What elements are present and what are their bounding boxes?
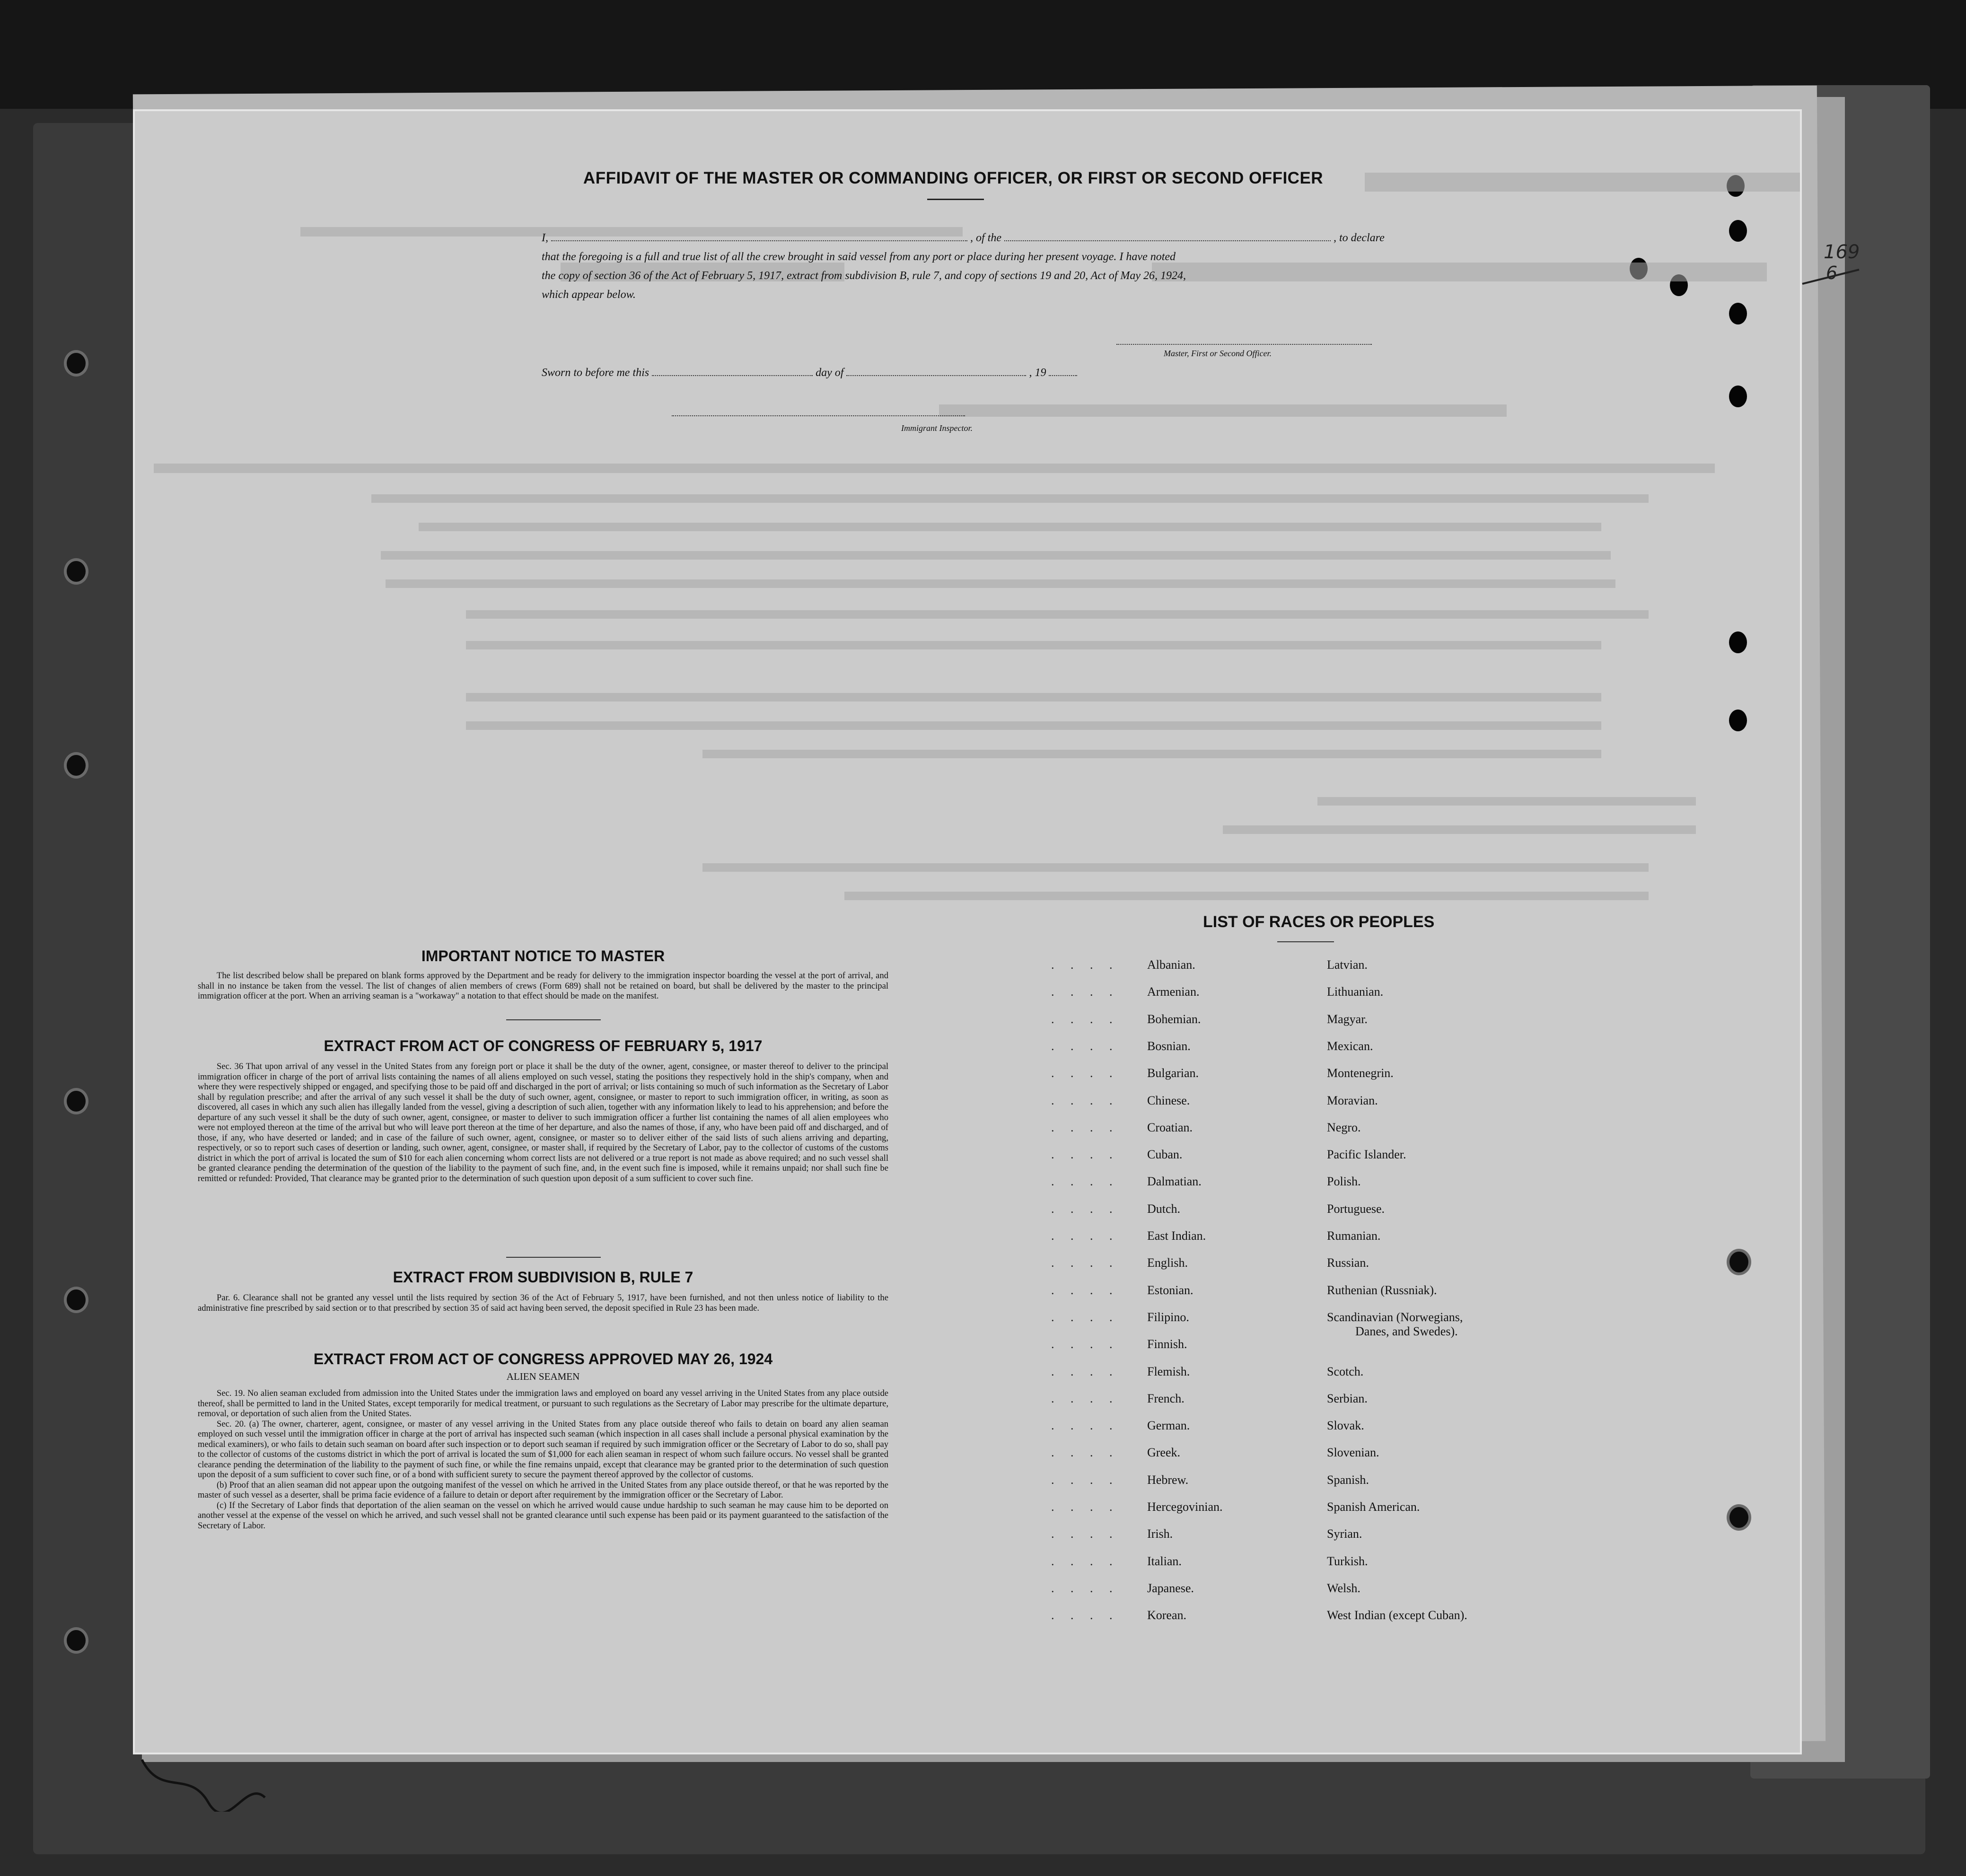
race-item: Turkish. — [1327, 1554, 1368, 1568]
race-item: Armenian. — [1147, 985, 1200, 999]
races-title: LIST OF RACES OR PEOPLES — [1203, 913, 1435, 931]
race-item: Rumanian. — [1327, 1229, 1381, 1243]
binder-hole — [64, 1287, 88, 1313]
inspector-caption: Immigrant Inspector. — [901, 423, 973, 433]
race-item: Finnish. — [1147, 1337, 1187, 1351]
extract-rule7-block — [198, 1293, 888, 1313]
affidavit-line-2: that the foregoing is a full and true list of all the crew brought in said vessel from any port or place during her present voyage. I have noted — [542, 251, 1176, 263]
race-item: Filipino. — [1147, 1310, 1189, 1324]
sec20c-text: (c) If the Secretary of Labor finds that deportation of the alien seaman on the vessel on which he arrived would cause undue hardship to such seaman he may cause him to be deported on another vessel at the expense of the vessel on which he arrived, and such vessel shall not be granted clearance until such expense has been paid or its payment guaranteed to the satisfaction of the Secretary of Labor. — [198, 1500, 888, 1531]
race-item: Spanish American. — [1327, 1500, 1420, 1514]
race-item: Magyar. — [1327, 1012, 1368, 1026]
day-of-label: day of — [816, 367, 844, 379]
sworn-label: Sworn to before me this — [542, 367, 649, 379]
race-item: Italian. — [1147, 1554, 1182, 1568]
race-item: German. — [1147, 1419, 1190, 1433]
leader-dots: . . . . — [1051, 1446, 1119, 1460]
binder-hole — [64, 350, 88, 377]
race-item: Russian. — [1327, 1256, 1369, 1270]
leader-dots: . . . . — [1051, 1175, 1119, 1189]
leader-dots: . . . . — [1051, 1391, 1119, 1405]
extract-1917-title: EXTRACT FROM ACT OF CONGRESS OF FEBRUARY 5, 1917 — [324, 1037, 763, 1054]
leader-dots: . . . . — [1051, 1364, 1119, 1378]
section-separator — [506, 1257, 601, 1258]
title-underline — [927, 199, 984, 200]
leader-dots: . . . . — [1051, 1039, 1119, 1053]
race-item: Dalmatian. — [1147, 1175, 1202, 1189]
extract-1917-block — [198, 1061, 888, 1183]
declarant-name-field[interactable] — [551, 240, 967, 241]
race-item: Slovenian. — [1327, 1446, 1379, 1460]
leader-dots: . . . . — [1051, 1500, 1119, 1514]
race-item: Scandinavian (Norwegians, — [1327, 1310, 1463, 1324]
handwritten-stroke — [1798, 260, 1864, 289]
race-item: Spanish. — [1327, 1473, 1369, 1487]
binder-hole — [64, 558, 88, 585]
sworn-year-field[interactable] — [1049, 375, 1077, 376]
affidavit-line-3: the copy of section 36 of the Act of February 5, 1917, extract from subdivision B, rule 7, and copy of sections 19 and 20, Act of May 26, 1924, — [542, 270, 1186, 282]
race-item: Estonian. — [1147, 1283, 1194, 1297]
race-item: Ruthenian (Russniak). — [1327, 1283, 1437, 1297]
sworn-day-field[interactable] — [652, 375, 813, 376]
sworn-line — [542, 367, 1077, 379]
leader-dots: . . . . — [1051, 1148, 1119, 1162]
race-item: West Indian (except Cuban). — [1327, 1608, 1467, 1622]
leader-dots: . . . . — [1051, 1256, 1119, 1270]
inspector-signature-field[interactable] — [672, 415, 965, 416]
race-item: Scotch. — [1327, 1364, 1364, 1378]
sec20b-text: (b) Proof that an alien seaman did not appear upon the outgoing manifest of the vessel on which he arrived in the United States from any place outside thereof, or that he was reported by the master of such vessel as a deserter, shall be prima facie evidence of a failure to detain or deport after requirement by the immigration officer or the Secretary of Labor. — [198, 1480, 888, 1500]
race-item: Hercegovinian. — [1147, 1500, 1223, 1514]
extract-rule7-title: EXTRACT FROM SUBDIVISION B, RULE 7 — [393, 1269, 693, 1286]
leader-dots: . . . . — [1051, 1201, 1119, 1216]
declare-label: , to declare — [1334, 232, 1385, 244]
race-item: Bohemian. — [1147, 1012, 1201, 1026]
leader-dots: . . . . — [1051, 958, 1119, 972]
race-item: English. — [1147, 1256, 1188, 1270]
race-item: Polish. — [1327, 1175, 1361, 1189]
race-item: French. — [1147, 1391, 1185, 1405]
declarant-label: I, — [542, 232, 548, 244]
races-title-underline — [1277, 941, 1334, 942]
race-item: Montenegrin. — [1327, 1066, 1394, 1080]
race-item: Mexican. — [1327, 1039, 1373, 1053]
race-item: Greek. — [1147, 1446, 1181, 1460]
master-signature-field[interactable] — [1116, 344, 1372, 345]
leader-dots: . . . . — [1051, 1066, 1119, 1080]
race-item: Cuban. — [1147, 1148, 1183, 1162]
binder-hole — [64, 1088, 88, 1114]
affidavit-line-4: which appear below. — [542, 289, 636, 301]
race-item: Dutch. — [1147, 1201, 1181, 1216]
leader-dots: . . . . — [1051, 1473, 1119, 1487]
handwritten-mark: 6 — [1826, 263, 1838, 283]
extract-rule7-text: Par. 6. Clearance shall not be granted any vessel until the lists required by section 36 of the Act of February 5, 1917, have been furnished, and not then unless notice of liability to the administrative fine prescribed by said section or to that prescribed by section 35 of said act having been served, the deposit specified in Rule 23 has been made. — [198, 1293, 888, 1313]
leader-dots: . . . . — [1051, 1608, 1119, 1622]
race-item-continuation: Danes, and Swedes). — [1355, 1324, 1458, 1338]
handwritten-scribble — [132, 1750, 274, 1812]
race-item: Chinese. — [1147, 1093, 1190, 1107]
race-item: Bosnian. — [1147, 1039, 1191, 1053]
race-item: Latvian. — [1327, 958, 1368, 972]
sworn-month-field[interactable] — [846, 375, 1026, 376]
leader-dots: . . . . — [1051, 1012, 1119, 1026]
leader-dots: . . . . — [1051, 1283, 1119, 1297]
notice-title: IMPORTANT NOTICE TO MASTER — [421, 947, 665, 964]
race-item: Lithuanian. — [1327, 985, 1384, 999]
leader-dots: . . . . — [1051, 1337, 1119, 1351]
leader-dots: . . . . — [1051, 1554, 1119, 1568]
master-caption: Master, First or Second Officer. — [1164, 349, 1272, 358]
extract-1917-text: Sec. 36 That upon arrival of any vessel in the United States from any foreign port or place it shall be the duty of the owner, agent, consignee, or master thereof to deliver to the principal immigration officer in charge of the port of arrival lists containing the names of all aliens employed on such vessel, stating the positions they respectively hold in the ship's company, when and where they were respectively shipped or engaged, and specifying those to be paid off and discharged in the port of arrival; or lists containing so much of such information as the Secretary of Labor shall by regulation prescribe; and after the arrival of any such vessel it shall be the duty of such owner, agent, consignee, or master to report to such immigration officer, in writing, as soon as discovered, all cases in which any such alien has illegally landed from the vessel, giving a description of such alien, together with any information likely to lead to his apprehension; and before the departure of any such vessel it shall be the duty of such owner, agent, consignee, or master to deliver to such immigration officer a further list containing the names of all alien employees who were not employed thereon at the time of the arrival but who will leave port thereon at the time of her departure, and also the names of those, if any, who have been paid off and discharged, and of those, if any, who have deserted or landed; and in case of the failure of such owner, agent, consignee, or master so to deliver either of the said lists of such aliens arriving and departing, respectively, or so to report such cases of desertion or landing, such owner, agent, consignee, or master shall, if required by the Secretary of Labor, pay to the collector of customs of the customs district in which the port of arrival is located the sum of $10 for each alien concerning whom correct lists are not delivered or a true report is not made as above required; and no such vessel shall be granted clearance pending the determination of the question of the liability to the payment of such fine, and, in the event such fine is imposed, while it remains unpaid; nor shall such fine be remitted or refunded: Provided, That clearance may be granted prior to the determination of such question upon deposit of a sum sufficient to cover such fine. — [198, 1061, 888, 1183]
affidavit-line-1 — [542, 232, 1385, 245]
race-item: Serbian. — [1327, 1391, 1368, 1405]
race-item: Flemish. — [1147, 1364, 1190, 1378]
race-item: Pacific Islander. — [1327, 1148, 1406, 1162]
race-item: East Indian. — [1147, 1229, 1206, 1243]
race-item: Korean. — [1147, 1608, 1187, 1622]
race-item: Negro. — [1327, 1120, 1361, 1134]
leader-dots: . . . . — [1051, 1581, 1119, 1595]
year-prefix: , 19 — [1029, 367, 1046, 379]
race-item: Japanese. — [1147, 1581, 1194, 1595]
vessel-of-label: , of the — [970, 232, 1001, 244]
section-separator — [506, 1019, 601, 1020]
sec19-text: Sec. 19. No alien seaman excluded from admission into the United States under the immigration laws and employed on board any vessel arriving in the United States from any place outside thereof, shall be permitted to land in the United States, except temporarily for medical treatment, or pursuant to such regulations as the Secretary of Labor may prescribe for the ultimate departure, removal, or deportation of such alien from the United States. — [198, 1388, 888, 1419]
race-item: Hebrew. — [1147, 1473, 1189, 1487]
alien-seamen-subtitle: ALIEN SEAMEN — [506, 1371, 580, 1382]
leader-dots: . . . . — [1051, 1093, 1119, 1107]
handwritten-sheet-number: 169 — [1824, 241, 1860, 263]
race-item: Syrian. — [1327, 1527, 1362, 1541]
leader-dots: . . . . — [1051, 1120, 1119, 1134]
leader-dots: . . . . — [1051, 1527, 1119, 1541]
race-item: Moravian. — [1327, 1093, 1378, 1107]
extract-1924-block — [198, 1388, 888, 1531]
leader-dots: . . . . — [1051, 1419, 1119, 1433]
notice-text: The list described below shall be prepared on blank forms approved by the Department and be ready for delivery to the immigration inspector boarding the vessel at the port of arrival, and shall in no instance be taken from the vessel. The list of changes of alien members of crews (Form 689) shall not be retained on board, but shall be delivered by the master to the principal immigration officer at the port. When an arriving seaman is a "workaway" a notation to that effect should be made on the manifest. — [198, 971, 888, 1001]
sec20a-text: Sec. 20. (a) The owner, charterer, agent, consignee, or master of any vessel arriving in the United States from any place outside thereof who fails to detain on board any alien seaman employed on such vessel until the immigration officer in charge at the port of arrival has inspected such seaman (which inspection in all cases shall include a personal physical examination by the medical examiners), or who fails to detain such seaman on board after such inspection or to deport such seaman if required by such immigration officer or the Secretary of Labor to do so, shall pay to the collector of customs of the customs district in which the port of arrival is located the sum of $1,000 for each alien seaman in respect of whom such failure occurs. No vessel shall be granted clearance pending the determination of the liability to the payment of such fine, or while the fine remains unpaid, except that clearance may be granted prior to the determination of such question upon the deposit of a sum sufficient to cover such fine, or of a bond with sufficient surety to secure the payment thereof approved by the collector of customs. — [198, 1419, 888, 1480]
leader-dots: . . . . — [1051, 985, 1119, 999]
race-item: Bulgarian. — [1147, 1066, 1199, 1080]
race-item: Croatian. — [1147, 1120, 1193, 1134]
race-item: Portuguese. — [1327, 1201, 1385, 1216]
race-item: Albanian. — [1147, 958, 1195, 972]
leader-dots: . . . . — [1051, 1310, 1119, 1324]
race-item: Welsh. — [1327, 1581, 1360, 1595]
binder-hole — [64, 1627, 88, 1654]
extract-1924-title: EXTRACT FROM ACT OF CONGRESS APPROVED MAY 26, 1924 — [313, 1350, 773, 1368]
race-item: Slovak. — [1327, 1419, 1364, 1433]
vessel-name-field[interactable] — [1004, 240, 1331, 241]
race-item: Irish. — [1147, 1527, 1173, 1541]
notice-text-block — [198, 971, 888, 1001]
affidavit-title: AFFIDAVIT OF THE MASTER OR COMMANDING OFFICER, OR FIRST OR SECOND OFFICER — [583, 169, 1324, 187]
leader-dots: . . . . — [1051, 1229, 1119, 1243]
binder-hole — [64, 752, 88, 779]
